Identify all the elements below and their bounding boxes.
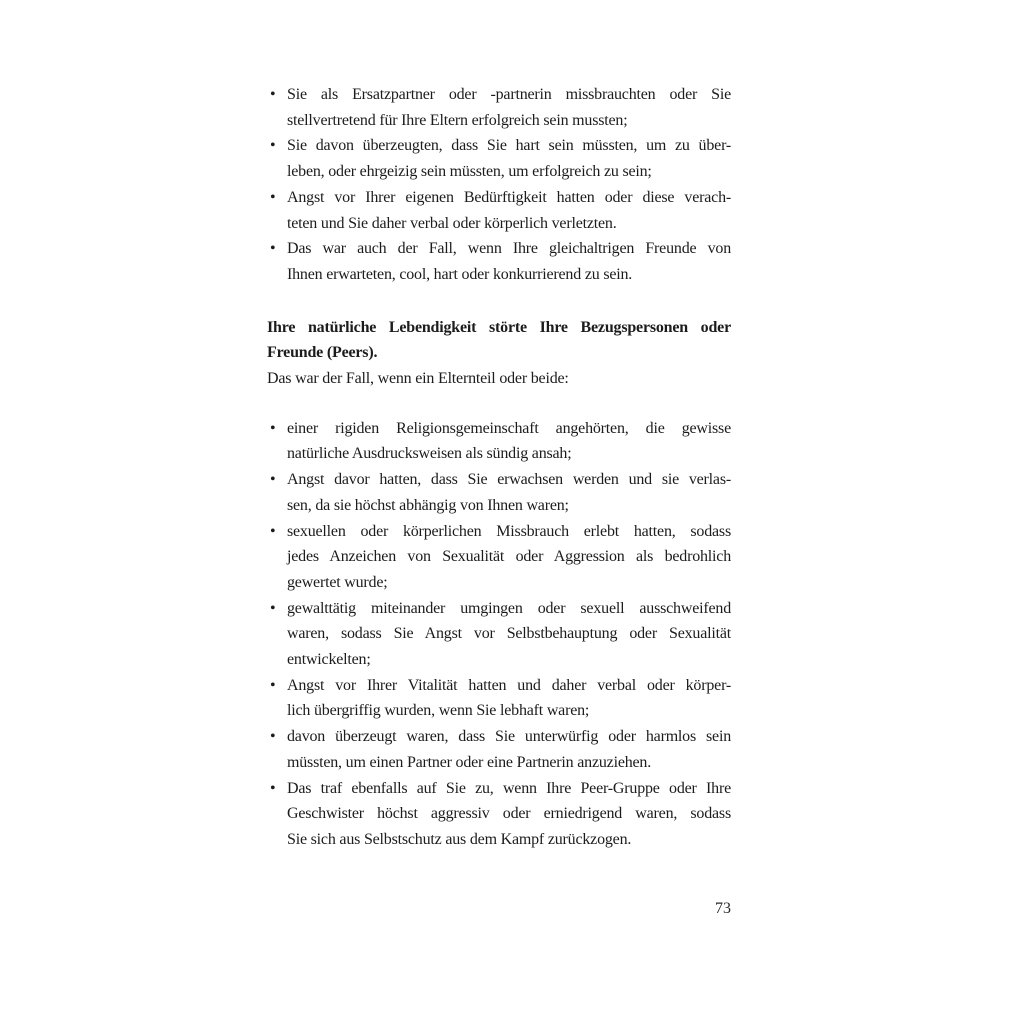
bullet-icon: •: [270, 728, 276, 746]
section-heading: [267, 315, 731, 366]
text-line: sen, da sie höchst abhängig von Ihnen waren;: [287, 496, 569, 514]
item-lines: [287, 724, 731, 775]
item-lines: [287, 82, 731, 133]
text-line: einer rigiden Religionsgemeinschaft angehörten, die gewisse: [287, 419, 731, 437]
item-lines: [287, 467, 731, 518]
list-item: [267, 185, 731, 236]
list-item: [267, 416, 731, 467]
page-content: [267, 82, 731, 853]
bullet-icon: •: [270, 471, 276, 489]
text-line: jedes Anzeichen von Sexualität oder Aggression als bedrohlich: [287, 548, 731, 566]
intro-paragraph: [267, 366, 731, 392]
text-line: entwickelten;: [287, 651, 371, 669]
text-line: Das traf ebenfalls auf Sie zu, wenn Ihre Peer-Gruppe oder Ihre: [287, 779, 731, 797]
bullet-icon: •: [270, 86, 276, 103]
list-item: [267, 467, 731, 518]
list-item: [267, 596, 731, 673]
text-line: davon überzeugt waren, dass Sie unterwürfig oder harmlos sein: [287, 728, 731, 746]
list-2: [267, 416, 731, 853]
item-lines: [287, 519, 731, 596]
text-line: Angst vor Ihrer Vitalität hatten und daher verbal oder körper-: [287, 676, 731, 694]
text-line: waren, sodass Sie Angst vor Selbstbehauptung oder Sexualität: [287, 625, 731, 643]
page-number: 73: [715, 900, 731, 917]
list-item: [267, 724, 731, 775]
text-line: teten und Sie daher verbal oder körperlich verletzten.: [287, 214, 617, 232]
item-lines: [287, 185, 731, 236]
item-lines: [287, 416, 731, 467]
text-line: Das war der Fall, wenn ein Elternteil oder beide:: [267, 370, 569, 388]
list-item: [267, 82, 731, 133]
item-lines: [287, 776, 731, 853]
list-1: [267, 82, 731, 288]
bullet-icon: •: [270, 599, 276, 617]
bullet-icon: •: [270, 240, 276, 258]
item-lines: [287, 236, 731, 287]
bullet-icon: •: [270, 779, 276, 797]
text-line: Sie davon überzeugten, dass Sie hart sein müssten, um zu über-: [287, 137, 731, 155]
text-line: Ihnen erwarteten, cool, hart oder konkurrierend zu sein.: [287, 265, 633, 283]
item-lines: [287, 673, 731, 724]
text-line: Ihre natürliche Lebendigkeit störte Ihre Bezugspersonen oder: [267, 318, 731, 336]
list-item: [267, 519, 731, 596]
text-line: müssten, um einen Partner oder eine Partnerin anzuziehen.: [287, 753, 652, 771]
text-line: lich übergriffig wurden, wenn Sie lebhaft waren;: [287, 702, 590, 720]
list-item: [267, 776, 731, 853]
text-line: leben, oder ehrgeizig sein müssten, um erfolgreich zu sein;: [287, 163, 652, 181]
text-line: gewalttätig miteinander umgingen oder sexuell ausschweifend: [287, 599, 731, 617]
text-line: Sie sich aus Selbstschutz aus dem Kampf zurückzogen.: [287, 830, 632, 848]
list-item: [267, 673, 731, 724]
text-line: stellvertretend für Ihre Eltern erfolgreich sein mussten;: [287, 111, 628, 129]
bullet-icon: •: [270, 419, 276, 437]
text-line: Geschwister höchst aggressiv oder erniedrigend waren, sodass: [287, 805, 731, 823]
text-line: sexuellen oder körperlichen Missbrauch erlebt hatten, sodass: [287, 522, 731, 540]
bullet-icon: •: [270, 188, 276, 206]
bullet-icon: •: [270, 522, 276, 540]
item-lines: [287, 596, 731, 673]
bullet-icon: •: [270, 137, 276, 155]
list-item: [267, 133, 731, 184]
item-lines: [287, 133, 731, 184]
bullet-icon: •: [270, 676, 276, 694]
text-line: Angst davor hatten, dass Sie erwachsen werden und sie verlas-: [287, 471, 731, 489]
list-item: [267, 236, 731, 287]
text-line: Das war auch der Fall, wenn Ihre gleichaltrigen Freunde von: [287, 240, 731, 258]
text-line: Angst vor Ihrer eigenen Bedürftigkeit hatten oder diese verach-: [287, 188, 731, 206]
text-line: Freunde (Peers).: [267, 344, 378, 362]
text-line: Sie als Ersatzpartner oder -partnerin missbrauchten oder Sie: [287, 86, 731, 103]
text-line: gewertet wurde;: [287, 573, 388, 591]
text-line: natürliche Ausdrucksweisen als sündig ansah;: [287, 445, 572, 463]
